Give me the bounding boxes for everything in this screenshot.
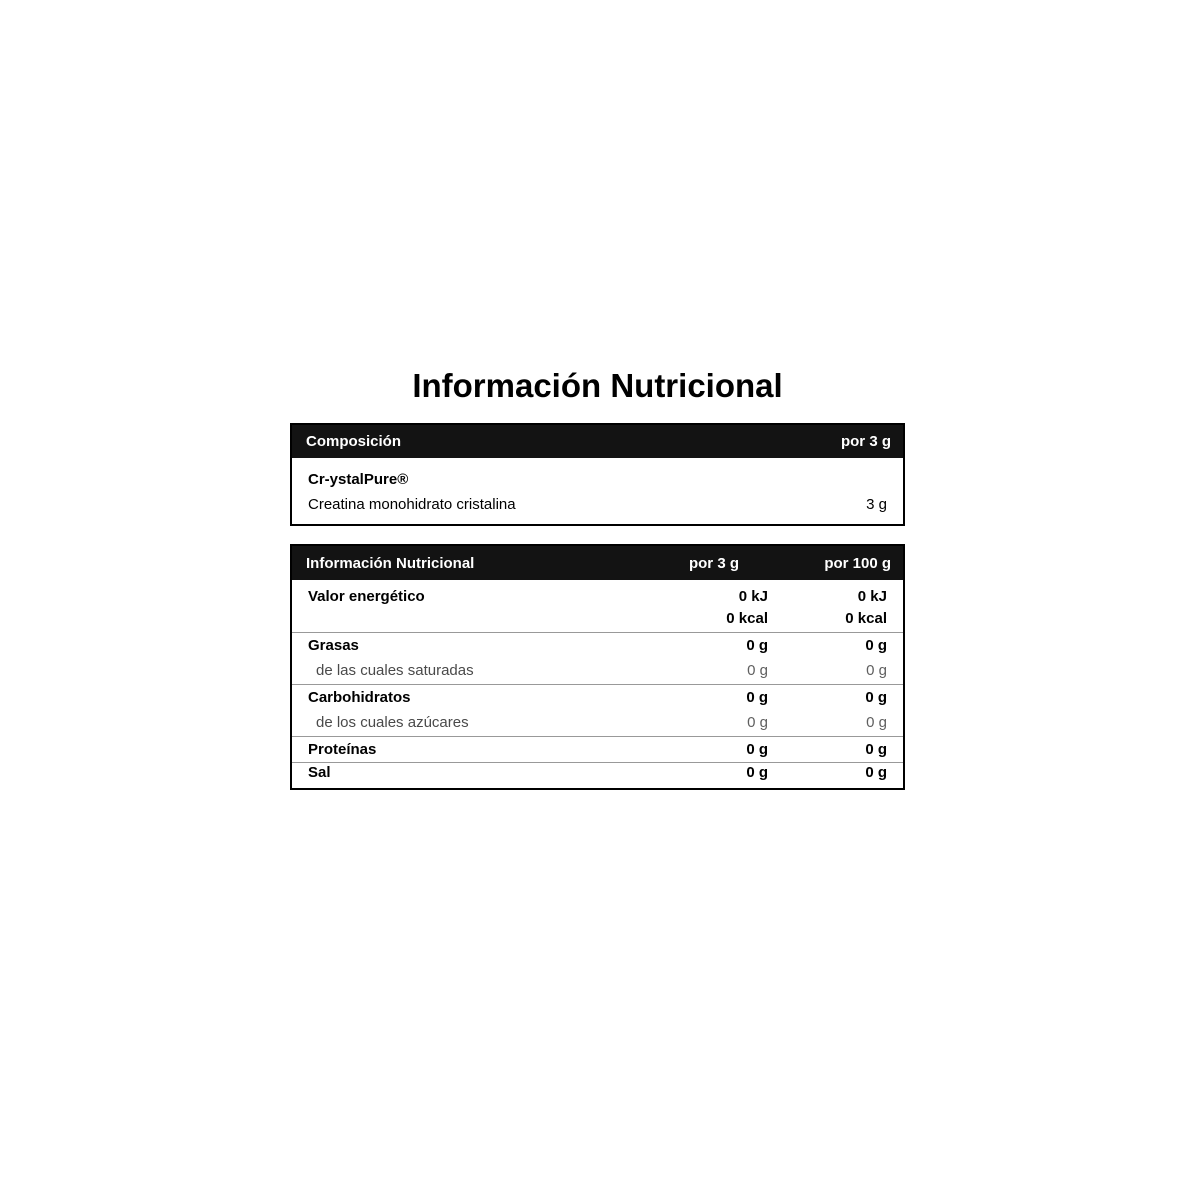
value-per-100g: 0 g <box>769 736 903 762</box>
value-per-3g: 0 g <box>747 714 768 732</box>
value-per-3g: 0 g <box>659 762 769 788</box>
nutrient-label: Sal <box>292 762 659 788</box>
table-row-salt <box>292 762 903 788</box>
brand-name: Cr-ystalPure® <box>308 471 409 488</box>
table-row-energy-kcal <box>292 606 903 632</box>
table-row-carbohydrates <box>292 684 903 710</box>
value-per-3g: 0 g <box>659 684 769 710</box>
nutrition-header-row <box>292 546 903 580</box>
nutrition-header-per-100g: por 100 g <box>824 554 891 572</box>
value-per-3g: 0 g <box>747 662 768 680</box>
table-row-sugars <box>292 710 903 736</box>
value-per-3g: 0 g <box>659 632 769 658</box>
composition-table-body <box>292 458 903 524</box>
brand-row <box>292 467 903 492</box>
composition-header-label: Composición <box>306 433 402 450</box>
nutrient-label: Grasas <box>292 632 659 658</box>
ingredient-name: Creatina monohidrato cristalina <box>308 496 516 513</box>
ingredient-row <box>292 492 903 517</box>
table-row-saturated-fats <box>292 658 903 684</box>
composition-table <box>290 423 905 526</box>
nutrition-header-label: Información Nutricional <box>306 554 475 572</box>
nutrition-sheet <box>290 368 905 790</box>
page-title: Información Nutricional <box>412 367 783 404</box>
nutrient-label: Valor energético <box>308 588 425 605</box>
nutrition-header-per-3g: por 3 g <box>688 554 739 572</box>
value-per-3g: 0 g <box>659 736 769 762</box>
value-per-100g: 0 g <box>769 684 903 710</box>
table-row-energy-kj <box>292 580 903 606</box>
nutrition-table <box>290 544 905 790</box>
ingredient-amount: 3 g <box>866 496 887 513</box>
nutrient-label: de los cuales azúcares <box>316 714 469 732</box>
nutrient-label <box>292 606 659 632</box>
table-row-fats <box>292 632 903 658</box>
nutrition-table-body <box>292 580 903 788</box>
value-per-100g: 0 kcal <box>845 610 887 628</box>
nutrient-label: Carbohidratos <box>292 684 659 710</box>
composition-header-col: por 3 g <box>840 433 891 450</box>
value-per-3g: 0 kcal <box>726 610 768 628</box>
nutrient-label: Proteínas <box>292 736 659 762</box>
nutrition-table-header <box>292 546 903 580</box>
nutrient-label: de las cuales saturadas <box>316 662 474 680</box>
value-per-100g: 0 g <box>769 762 903 788</box>
composition-table-header <box>292 425 903 458</box>
value-per-100g: 0 kJ <box>857 588 887 605</box>
table-row-proteins <box>292 736 903 762</box>
value-per-100g: 0 g <box>866 662 887 680</box>
value-per-100g: 0 g <box>866 714 887 732</box>
value-per-3g: 0 kJ <box>738 588 768 605</box>
value-per-100g: 0 g <box>769 632 903 658</box>
